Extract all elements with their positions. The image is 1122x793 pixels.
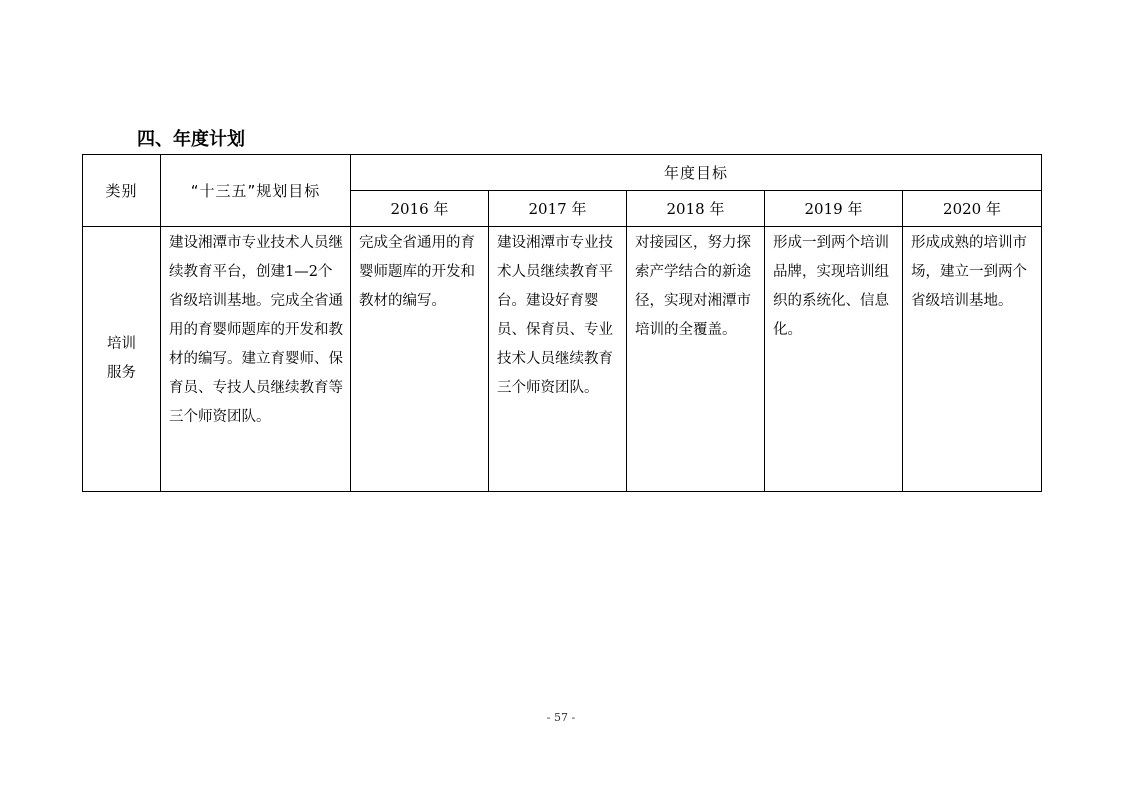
table-row [83, 227, 1042, 492]
goal-2020-cell: 形成成熟的培训市场，建立一到两个省级培训基地。 [903, 227, 1042, 492]
goal-2016-cell: 完成全省通用的育婴师题库的开发和教材的编写。 [351, 227, 489, 492]
header-year-2020: 2020 年 [903, 191, 1042, 227]
category-cell [83, 227, 161, 492]
header-year-2018: 2018 年 [627, 191, 765, 227]
page-number: - 57 - [546, 711, 576, 724]
annual-plan-table [82, 154, 1042, 492]
category-label: 培训服务 [107, 336, 136, 381]
header-row-top [83, 155, 1042, 191]
section-title: 四、年度计划 [137, 129, 245, 150]
goal-2017-cell: 建设湘潭市专业技术人员继续教育平台。建设好育婴员、保育员、专业技术人员继续教育三个师资团队。 [489, 227, 627, 492]
header-year-2019: 2019 年 [765, 191, 903, 227]
plan-goal-cell: 建设湘潭市专业技术人员继续教育平台，创建1—2个省级培训基地。完成全省通用的育婴师题库的开发和教材的编写。建立育婴师、保育员、专技人员继续教育等三个师资团队。 [161, 227, 351, 492]
header-plan-goal: “十三五”规划目标 [161, 155, 351, 227]
goal-2018-cell: 对接园区，努力探索产学结合的新途径，实现对湘潭市培训的全覆盖。 [627, 227, 765, 492]
header-category: 类别 [83, 155, 161, 227]
header-year-2016: 2016 年 [351, 191, 489, 227]
header-annual-goal: 年度目标 [351, 155, 1042, 191]
header-year-2017: 2017 年 [489, 191, 627, 227]
goal-2019-cell: 形成一到两个培训品牌，实现培训组织的系统化、信息化。 [765, 227, 903, 492]
